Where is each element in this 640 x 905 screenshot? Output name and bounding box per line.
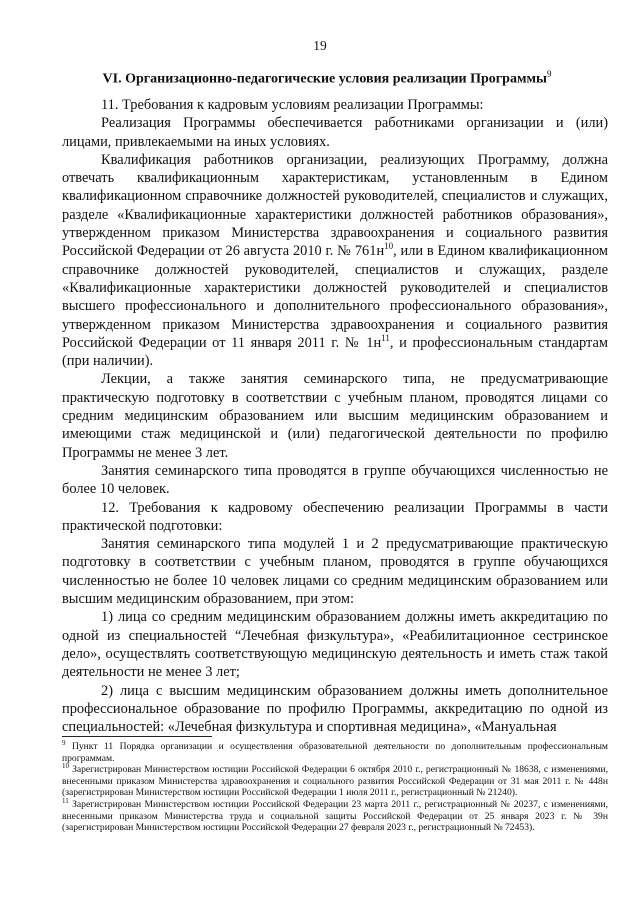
section-heading [62,69,592,88]
paragraph-11: 11. Требования к кадровым условиям реализации Программы: [101,97,484,113]
footnote-text: Пункт 11 Порядка организации и осуществления образовательной деятельности по дополнительным профессиональным программам. [62,741,608,764]
paragraph-item-1: 1) лица со средним медицинским образованием должны иметь аккредитацию по одной из специальностей “Лечебная физкультура», «Реабилитационное сестринское дело», осуществлять соответствующую медицинскую деятельность и иметь стаж такой деятельности не менее 3 лет; [62,609,608,681]
footnote-text: Зарегистрирован Министерством юстиции Российской Федерации 6 октября 2010 г., регистрационный № 18638, с изменениями, внесенными приказом Министерства здравоохранения и социального развития Российской Федерации от 31 мая 2011 г. № 448н (зарегистрирован Министерством юстиции Российской Федерации 1 июля 2011 г., регистрационный № 21240). [62,764,608,799]
paragraph-seminar-group-size: Занятия семинарского типа проводятся в группе обучающихся численностью не более 10 человек. [62,462,608,498]
qualification-text-a: Квалификация работников организации, реализующих Программу, должна отвечать квалификационным характеристикам, установленным в Едином квалификационном справочнике должностей руководителей, специалистов и служащих, разделе «Квалификационные характеристики должностей работников образования», утвержденном приказом Министерства здравоохранения и социального развития Российской Федерации от 26 августа 2010 г. № 761н [62,151,608,260]
qualification-text-b: , или в Едином квалификационном справочнике должностей руководителей, специалистов и служащих, разделе «Квалификационные характеристики должностей руководителей и специалистов высшего профессионального и дополнительного профессионального образования», утвержденном приказом Министерства здравоохранения и социального развития Российской Федерации от 11 января 2011 г. № 1н [62,243,608,351]
footnote-number: 10 [62,762,69,770]
footnote-separator [62,736,212,737]
footnote-number: 9 [62,738,66,747]
paragraph-item-2: 2) лица с высшим медицинским образованием должны иметь дополнительное профессиональное образование по профилю Программы, аккредитацию по одной из специальностей: «Лечебная физкультура и спортивная медицина», «Мануальная [62,682,608,736]
footnote-ref-11: 11 [381,333,390,344]
paragraph-12: 12. Требования к кадровому обеспечению реализации Программы в части практической подготовки: [62,499,608,534]
section-heading-text: VI. Организационно-педагогические условия реализации Программы [102,71,547,87]
footnote-11 [62,796,608,834]
paragraph-seminar-practice: Занятия семинарского типа модулей 1 и 2 предусматривающие практическую подготовку в соответствии с учебным планом, проводятся в группе обучающихся численностью не более 10 человек лицами со средним медицинским образованием или высшим медицинским образованием, при этом: [62,536,608,608]
footnote-text: Зарегистрирован Министерством юстиции Российской Федерации 23 марта 2011 г., регистрационный № 20237, с изменениями, внесенными приказом Министерства труда и социальной защиты Российской Федерации от 25 января 2023 г. № 39н (зарегистрирован Министерством юстиции Российской Федерации 27 февраля 2023 г., регистрационный № 72453). [62,798,608,834]
footnote-9 [62,738,608,764]
heading-footnote-ref: 9 [546,69,552,79]
paragraph-implementation: Реализация Программы обеспечивается работниками организации и (или) лицами, привлекаемыми на иных условиях. [62,115,608,150]
qualification-text-c: , и профессиональным стандартам (при наличии). [62,334,608,370]
paragraph-qualification [62,151,608,371]
footnote-10 [62,764,608,799]
footnotes [62,738,608,834]
page-number: 19 [313,38,327,53]
footnote-ref-10: 10 [384,241,394,252]
paragraph-lectures: Лекции, а также занятия семинарского типа, не предусматривающие практическую подготовку в соответствии с учебным планом, проводятся лицами со средним медицинским образованием или высшим медицинским образованием и имеющими стаж медицинской и (или) педагогической деятельности по профилю Программы не менее 3 лет. [62,371,608,461]
document-body [62,96,608,736]
footnote-number: 11 [62,796,69,805]
